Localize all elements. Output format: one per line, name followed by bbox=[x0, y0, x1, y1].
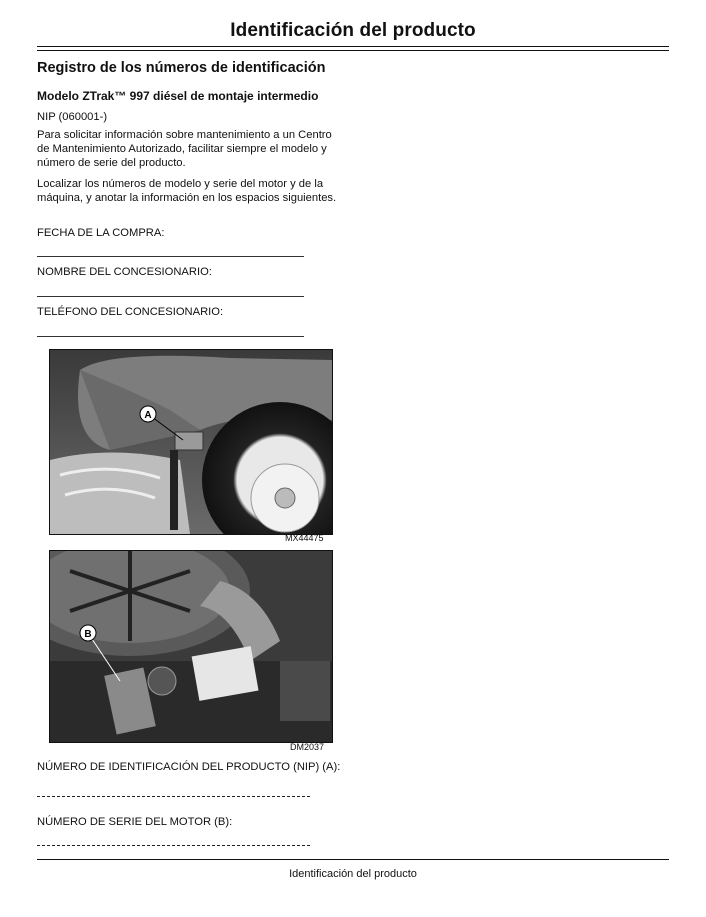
figure-1-caption: MX44475 bbox=[285, 533, 324, 543]
dealer-phone-line bbox=[37, 336, 304, 337]
engine-illustration bbox=[50, 551, 332, 742]
engine-photo bbox=[49, 550, 333, 743]
callout-b: B bbox=[84, 629, 92, 640]
page-footer: Identificación del producto bbox=[289, 868, 417, 880]
dealer-name-line bbox=[37, 296, 304, 297]
section-title: Registro de los números de identificación bbox=[37, 60, 326, 76]
engine-serial-label: NÚMERO DE SERIE DEL MOTOR (B): bbox=[37, 816, 233, 828]
dealer-name-label: NOMBRE DEL CONCESIONARIO: bbox=[37, 266, 212, 278]
paragraph-service-info: Para solicitar información sobre mantenimiento a un Centro de Mantenimiento Autorizado, facilitar siempre el modelo y número de serie del producto. bbox=[37, 129, 332, 169]
mower-illustration bbox=[50, 350, 332, 534]
figure-2-caption: DM2037 bbox=[290, 742, 325, 752]
product-id-label: NÚMERO DE IDENTIFICACIÓN DEL PRODUCTO (NIP) (A): bbox=[37, 761, 341, 773]
engine-serial-line bbox=[37, 845, 310, 846]
paragraph-locate-numbers: Localizar los números de modelo y serie del motor y de la máquina, y anotar la información en los espacios siguientes. bbox=[37, 178, 337, 204]
sub-title: Modelo ZTrak™ 997 diésel de montaje intermedio bbox=[37, 89, 319, 103]
product-id-line bbox=[37, 796, 310, 797]
footer-rule bbox=[37, 859, 669, 860]
dealer-phone-label: TELÉFONO DEL CONCESIONARIO: bbox=[37, 306, 224, 318]
callout-a: A bbox=[144, 410, 152, 421]
header-rule bbox=[37, 46, 669, 51]
purchase-date-line bbox=[37, 256, 304, 257]
nip-range: NIP (060001-) bbox=[37, 111, 108, 123]
purchase-date-label: FECHA DE LA COMPRA: bbox=[37, 227, 165, 239]
page-title: Identificación del producto bbox=[230, 20, 476, 41]
mower-photo bbox=[49, 349, 333, 535]
